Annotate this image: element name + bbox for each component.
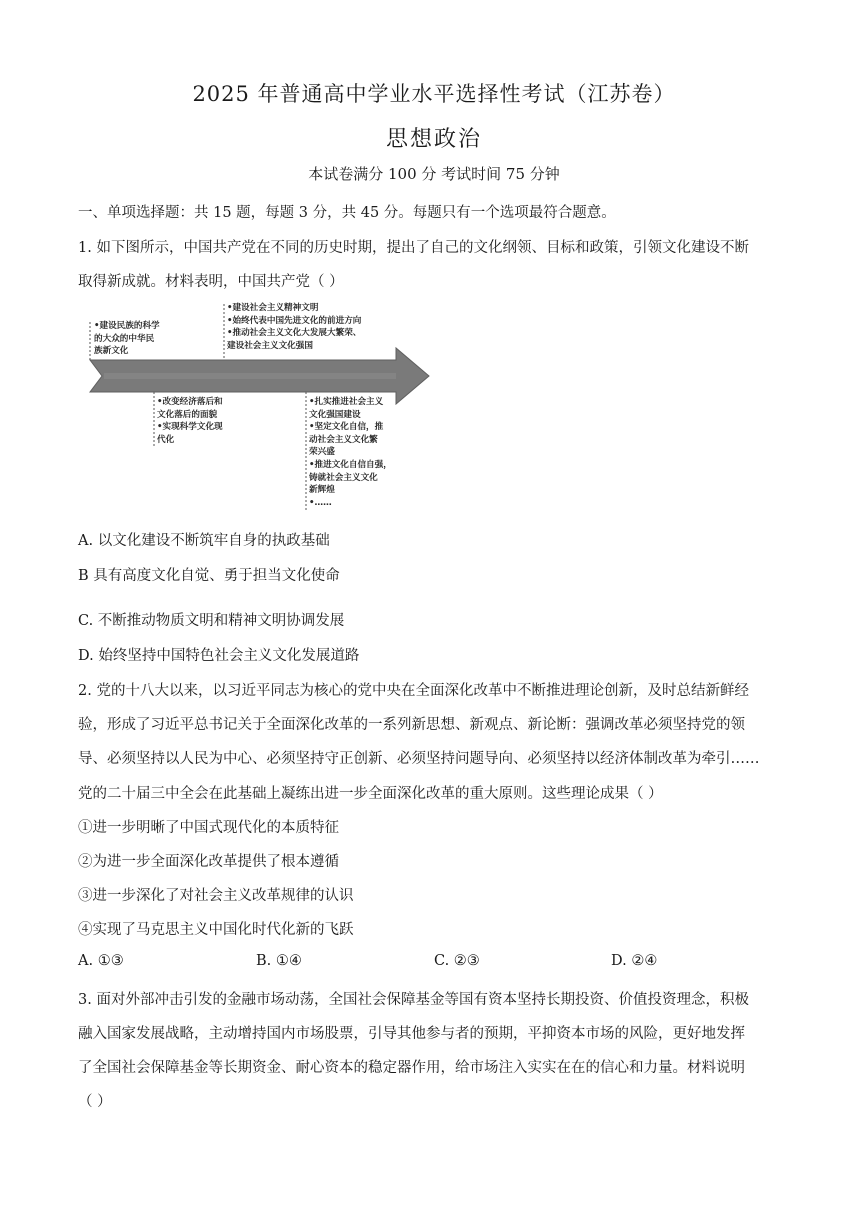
- exam-info: 本试卷满分 100 分 考试时间 75 分钟: [308, 165, 560, 183]
- exam-title: 2025 年普通高中学业水平选择性考试（江苏卷）: [192, 82, 676, 106]
- q2-stem-line4: 党的二十届三中全会在此基础上凝练出进一步全面深化改革的重大原则。这些理论成果（ ）: [78, 786, 663, 802]
- timeline-text: 新辉煌: [309, 485, 335, 496]
- timeline-text: 代化: [157, 434, 175, 445]
- era-socialist-construction: [157, 396, 223, 446]
- era-new-democratic: [94, 320, 160, 358]
- timeline-text: 文化强国建设: [309, 409, 361, 420]
- q3-stem-line3: 了全国社会保障基金等长期资金、耐心资本的稳定器作用，给市场注入实实在在的信心和力量。材料说明: [78, 1060, 745, 1076]
- era-reform-opening: [227, 302, 361, 352]
- q3-stem-line2: 融入国家发展战略，主动增持国内市场股票，引导其他参与者的预期，平抑资本市场的风险，更好地发挥: [78, 1026, 745, 1042]
- q2-item-2: ②为进一步全面深化改革提供了根本遵循: [78, 854, 339, 870]
- timeline-text: •……: [309, 497, 332, 508]
- q1-option-c[interactable]: C. 不断推动物质文明和精神文明协调发展: [78, 613, 345, 629]
- timeline-text: •坚定文化自信，推: [309, 422, 384, 433]
- timeline-text: •始终代表中国先进文化的前进方向: [227, 315, 362, 326]
- timeline-text: 文化落后的面貌: [157, 409, 218, 420]
- timeline-text: 动社会主义文化繁: [309, 434, 378, 445]
- timeline-text: •建设社会主义精神文明: [227, 303, 319, 313]
- q2-item-4: ④实现了马克思主义中国化时代化新的飞跃: [78, 922, 354, 938]
- q3-stem-line4: （ ）: [78, 1094, 112, 1110]
- timeline-text: 的大众的中华民: [94, 333, 155, 344]
- timeline-text: •扎实推进社会主义: [309, 397, 384, 407]
- subject-title: 思想政治: [385, 127, 482, 152]
- q2-stem-line3: 导、必须坚持以人民为中心、必须坚持守正创新、必须坚持问题导向、必须坚持以经济体制改革为牵引……: [78, 751, 760, 767]
- q2-choice-d[interactable]: D. ②④: [611, 953, 658, 969]
- timeline-text: 荣兴盛: [309, 447, 335, 458]
- q1-option-a[interactable]: A. 以文化建设不断筑牢自身的执政基础: [78, 533, 330, 549]
- timeline-text: 族新文化: [94, 346, 129, 357]
- timeline-text: •推进文化自信自强，: [309, 459, 392, 470]
- q1-option-b[interactable]: B 具有高度文化自觉、勇于担当文化使命: [78, 568, 340, 584]
- q3-stem-line1: 3. 面对外部冲击引发的金融市场动荡，全国社会保障基金等国有资本坚持长期投资、价值投资理念，积极: [78, 992, 749, 1008]
- q2-choice-b[interactable]: B. ①④: [256, 953, 302, 969]
- timeline-text: •推动社会主义文化大发展大繁荣、: [227, 328, 362, 339]
- era-new-era: [309, 396, 392, 509]
- q2-stem-line1: 2. 党的十八大以来，以习近平同志为核心的党中央在全面深化改革中不断推进理论创新，及时总结新鲜经: [78, 683, 749, 699]
- timeline-text: 铸就社会主义文化: [309, 472, 378, 483]
- q2-stem-line2: 验，形成了习近平总书记关于全面深化改革的一系列新思想、新观点、新论断：强调改革必须坚持党的领: [78, 717, 745, 733]
- q1-stem-line1: 1. 如下图所示，中国共产党在不同的历史时期，提出了自己的文化纲领、目标和政策，引领文化建设不断: [78, 240, 749, 256]
- q2-item-3: ③进一步深化了对社会主义改革规律的认识: [78, 888, 354, 904]
- timeline-text: •实现科学文化现: [157, 422, 223, 433]
- timeline-text: •建设民族的科学: [94, 321, 160, 331]
- timeline-text: 建设社会主义文化强国: [227, 340, 313, 351]
- q2-choices: [78, 953, 798, 973]
- section-heading: 一、单项选择题：共 15 题，每题 3 分，共 45 分。每题只有一个选项最符合题意。: [78, 205, 616, 221]
- q2-item-1: ①进一步明晰了中国式现代化的本质特征: [78, 820, 339, 836]
- timeline-text: •改变经济落后和: [157, 397, 223, 407]
- culture-timeline-diagram: [84, 298, 434, 518]
- q1-stem-line2: 取得新成就。材料表明，中国共产党（ ）: [78, 274, 344, 290]
- q1-option-d[interactable]: D. 始终坚持中国特色社会主义文化发展道路: [78, 648, 360, 664]
- q2-choice-a[interactable]: A. ①③: [78, 953, 124, 969]
- q2-choice-c[interactable]: C. ②③: [434, 953, 480, 969]
